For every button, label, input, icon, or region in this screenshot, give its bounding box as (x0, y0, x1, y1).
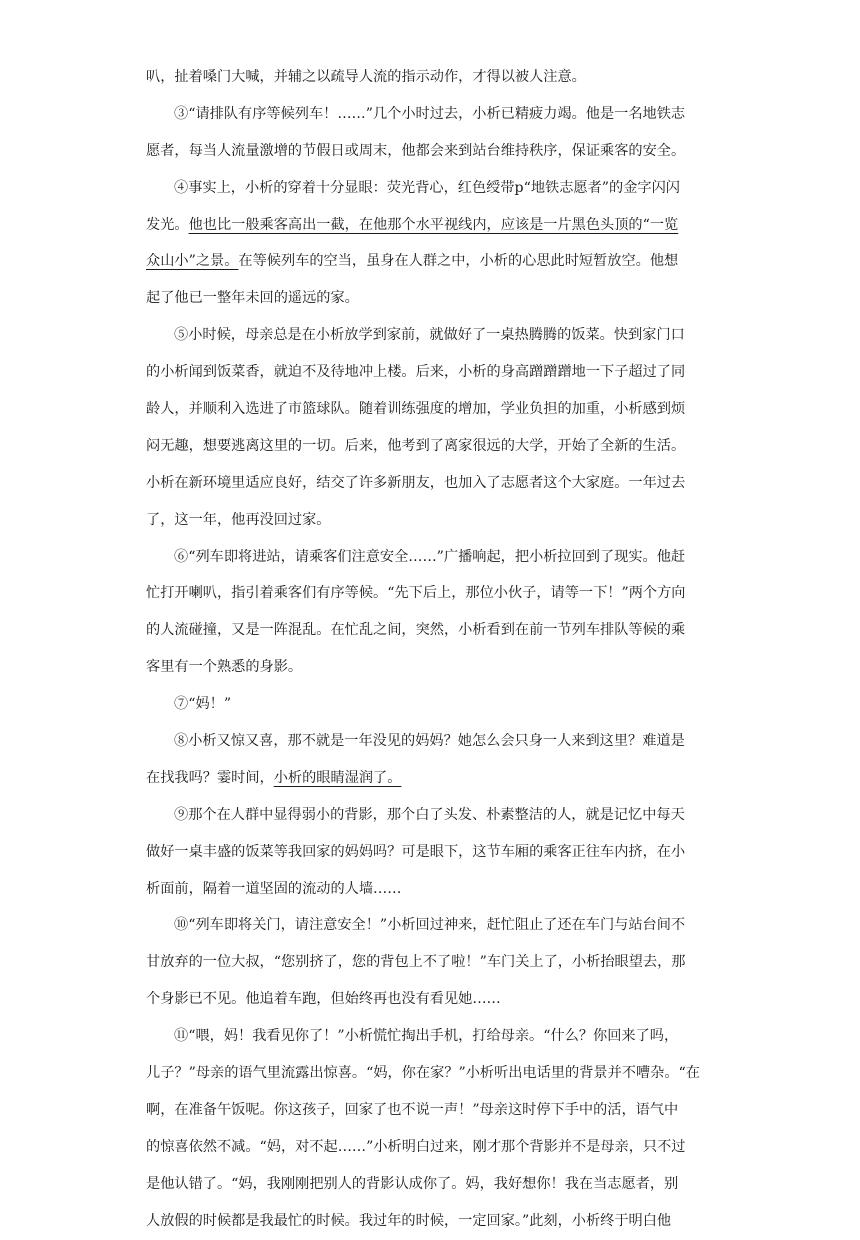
paragraph (146, 686, 720, 723)
paragraph (146, 59, 720, 96)
text-run: ⑩“列车即将关门，请注意安全！”小析回过神来，赶忙阻止了还在车门与站台间不 (174, 917, 686, 934)
text-run: ⑧小析又惊又喜，那不就是一年没见的妈妈？她怎么会只身一人来到这里？难道是 (174, 733, 685, 750)
paragraph (146, 1018, 720, 1239)
text-line (146, 907, 720, 944)
text-line (146, 944, 720, 981)
text-line (146, 170, 720, 207)
text-run: 个身影已不见。他追着车跑，但始终再也没有看见她…… (146, 991, 501, 1008)
underlined-text: 小析的眼睛湿润了。 (273, 769, 402, 786)
text-line (146, 317, 720, 354)
text-run: 小析在新环境里适应良好，结交了许多新朋友，也加入了志愿者这个大家庭。一年过去 (146, 474, 686, 491)
text-run: 在找我吗？霎时间， (146, 769, 274, 786)
text-line (146, 280, 720, 317)
text-line (146, 575, 720, 612)
text-line (146, 834, 720, 871)
text-run: 叭，扯着嗓门大喊，并辅之以疏导人流的指示动作，才得以被人注意。 (146, 69, 586, 85)
paragraph (146, 96, 720, 170)
text-line (146, 207, 720, 244)
text-line (146, 96, 720, 133)
paragraph (146, 317, 720, 538)
text-run: 客里有一个熟悉的身影。 (146, 659, 303, 676)
text-line (146, 1092, 720, 1129)
text-run: 甘放弃的一位大叔，“您别挤了，您的背包上不了啦！”车门关上了，小析抬眼望去，那 (146, 954, 686, 971)
text-run: 的惊喜依然不减。“妈，对不起……”小析明白过来，刚才那个背影并不是母亲，只不过 (146, 1138, 686, 1155)
text-line (146, 871, 720, 908)
text-line (146, 1166, 720, 1203)
text-line (146, 797, 720, 834)
text-line (146, 723, 720, 760)
text-run: 发光。 (146, 216, 189, 233)
paragraph (146, 170, 720, 318)
text-line (146, 59, 720, 96)
text-run: 是他认错了。“妈，我刚刚把别人的背影认成你了。妈，我好想你！我在当志愿者，别 (146, 1175, 679, 1192)
paragraph (146, 907, 720, 1018)
text-run: ⑥“列车即将进站，请乘客们注意安全……”广播响起，把小析拉回到了现实。他赶 (174, 548, 686, 565)
text-run: 做好一桌丰盛的饭菜等我回家的妈妈吗？可是眼下，这节车厢的乘客正往车内挤，在小 (146, 843, 686, 860)
text-line (146, 465, 720, 502)
text-line (146, 243, 720, 280)
underlined-text: 众山小”之景。 (146, 253, 239, 270)
text-run: 儿子？”母亲的语气里流露出惊喜。“妈，你在家？”小析听出电话里的背景并不嘈杂。“在 (146, 1065, 700, 1082)
text-line (146, 686, 720, 723)
paragraph (146, 539, 720, 687)
text-run: 在等候列车的空当，虽身在人群之中，小析的心思此时短暂放空。他想 (238, 253, 679, 270)
text-line (146, 428, 720, 465)
text-run: 啊，在准备午饭呢。你这孩子，回家了也不说一声！”母亲这时停下手中的活，语气中 (146, 1101, 679, 1118)
paragraph (146, 797, 720, 908)
text-run: ⑦“妈！” (174, 696, 232, 713)
text-line (146, 1203, 720, 1240)
text-run: 龄人，并顺利入选进了市篮球队。随着训练强度的增加，学业负担的加重，小析感到烦 (146, 401, 686, 418)
text-line (146, 391, 720, 428)
text-run: 人放假的时候都是我最忙的时候。我过年的时候，一定回家。”此刻，小析终于明白他 (146, 1212, 672, 1229)
text-run: ⑪“喂，妈！我看见你了！”小析慌忙掏出手机，打给母亲。“什么？你回来了吗， (174, 1028, 679, 1045)
text-run: 析面前，隔着一道坚固的流动的人墙…… (146, 880, 402, 897)
underlined-text: 他也比一般乘客高出一截，在他那个水平视线内，应该是一片黑色头顶的“一览 (188, 216, 679, 233)
text-line (146, 981, 720, 1018)
text-run: 起了他已一整年未回的遥远的家。 (146, 290, 359, 307)
text-run: ③“请排队有序等候列车！……”几个小时过去，小析已精疲力竭。他是一名地铁志 (174, 105, 686, 122)
text-run: 闷无趣，想要逃离这里的一切。后来，他考到了离家很远的大学，开始了全新的生活。 (146, 437, 686, 454)
text-run: 了，这一年，他再没回过家。 (146, 511, 331, 528)
text-run: ⑤小时候，母亲总是在小析放学到家前，就做好了一桌热腾腾的饭菜。快到家门口 (174, 327, 685, 344)
text-line (146, 502, 720, 539)
text-line (146, 133, 720, 170)
text-run: 的人流碰撞，又是一阵混乱。在忙乱之间，突然，小析看到在前一节列车排队等候的乘 (146, 622, 686, 639)
text-line (146, 1018, 720, 1055)
text-line (146, 1055, 720, 1092)
text-run: ⑨那个在人群中显得弱小的背影，那个白了头发、朴素整洁的人，就是记忆中每天 (174, 806, 685, 823)
text-run: 愿者，每当人流量激增的节假日或周末，他都会来到站台维持秩序，保证乘客的安全。 (146, 142, 686, 159)
text-line (146, 539, 720, 576)
text-run: ④事实上，小析的穿着十分显眼：荧光背心，红色绶带p“地铁志愿者”的金字闪闪 (174, 179, 680, 196)
text-line (146, 760, 720, 797)
text-run: 忙打开喇叭，指引着乘客们有序等候。“先下后上，那位小伙子，请等一下！”两个方向 (146, 585, 686, 602)
text-line (146, 1129, 720, 1166)
text-run: 的小析闻到饭菜香，就迫不及待地冲上楼。后来，小析的身高蹭蹭蹭地一下子超过了同 (146, 364, 686, 381)
text-line (146, 354, 720, 391)
text-line (146, 612, 720, 649)
text-line (146, 649, 720, 686)
paragraph (146, 723, 720, 797)
